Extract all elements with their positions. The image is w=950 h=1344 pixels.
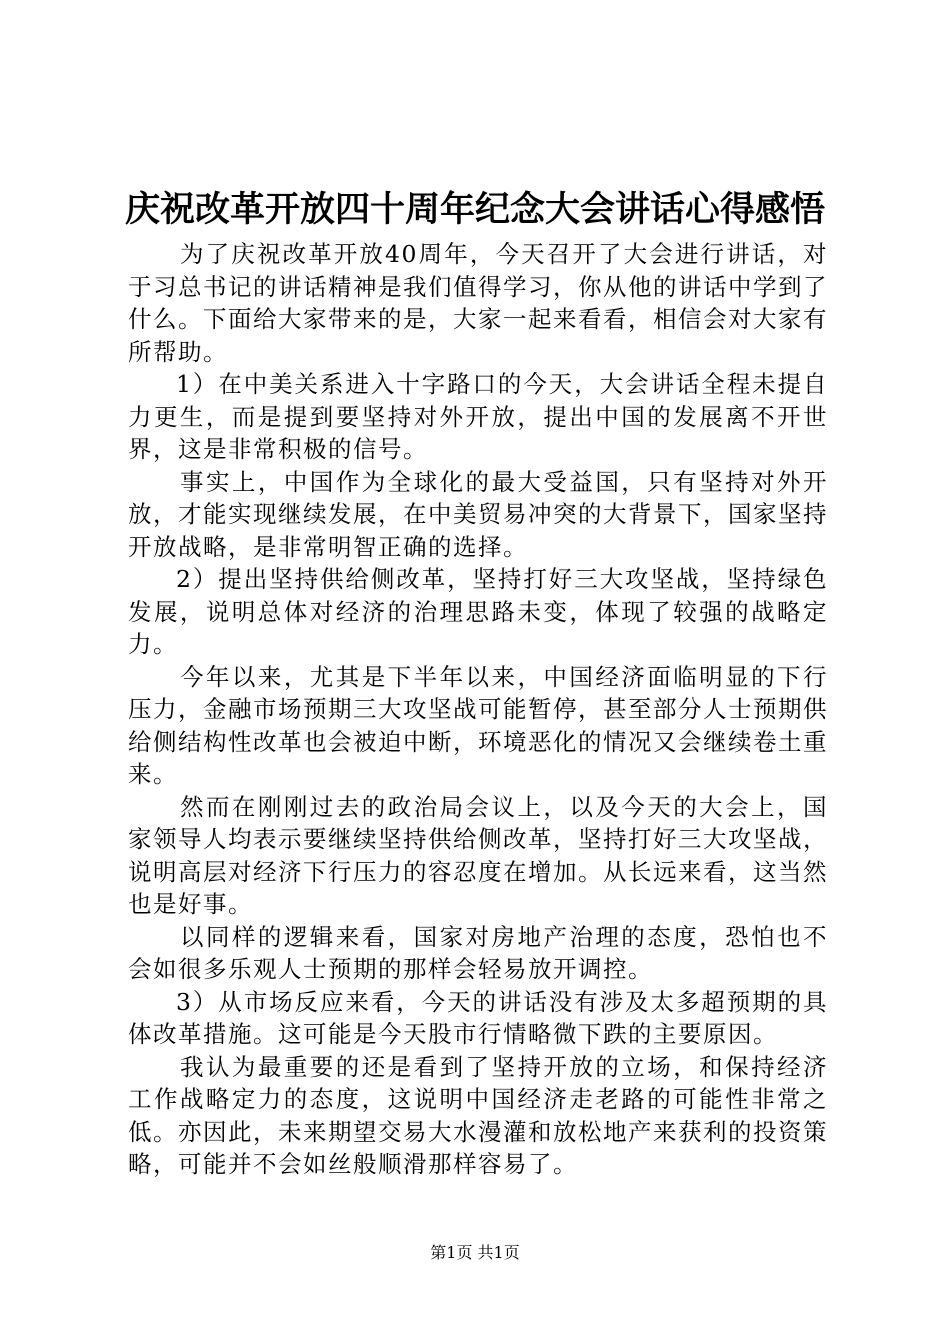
page-footer: 第1页 共1页 <box>430 1243 520 1262</box>
paragraph-point-2-detail-c: 以同样的逻辑来看，国家对房地产治理的态度，恐怕也不会如很多乐观人士预期的那样会轻易放开调控。 <box>128 922 828 983</box>
paragraph-point-1: 1）在中美关系进入十字路口的今天，大会讲话全程未提自力更生，而是提到要坚持对外开放，提出中国的发展离不开世界，这是非常积极的信号。 <box>128 370 828 463</box>
paragraph-intro: 为了庆祝改革开放40周年，今天召开了大会进行讲话，对于习总书记的讲话精神是我们值得学习，你从他的讲话中学到了什么。下面给大家带来的是，大家一起来看看，相信会对大家有所帮助。 <box>128 240 828 366</box>
document-title: 庆祝改革开放四十周年纪念大会讲话心得感悟 <box>124 189 825 230</box>
paragraph-point-2-detail-a: 今年以来，尤其是下半年以来，中国经济面临明显的下行压力，金融市场预期三大攻坚战可能暂停，甚至部分人士预期供给侧结构性改革也会被迫中断，环境恶化的情况又会继续卷土重来。 <box>128 662 828 788</box>
paragraph-point-3: 3）从市场反应来看，今天的讲话没有涉及太多超预期的具体改革措施。这可能是今天股市行情略微下跌的主要原因。 <box>128 987 828 1048</box>
paragraph-point-2-detail-b: 然而在刚刚过去的政治局会议上，以及今天的大会上，国家领导人均表示要继续坚持供给侧改革，坚持打好三大攻坚战，说明高层对经济下行压力的容忍度在增加。从长远来看，这当然也是好事。 <box>128 792 828 918</box>
paragraph-conclusion: 我认为最重要的还是看到了坚持开放的立场，和保持经济工作战略定力的态度，这说明中国经济走老路的可能性非常之低。亦因此，未来期望交易大水漫灌和放松地产来获利的投资策略，可能并不会如丝般顺滑那样容易了。 <box>128 1052 828 1178</box>
document-body <box>128 238 828 1181</box>
paragraph-point-1-detail: 事实上，中国作为全球化的最大受益国，只有坚持对外开放，才能实现继续发展，在中美贸易冲突的大背景下，国家坚持开放战略，是非常明智正确的选择。 <box>128 467 828 561</box>
paragraph-point-2: 2）提出坚持供给侧改革，坚持打好三大攻坚战，坚持绿色发展，说明总体对经济的治理思路未变，体现了较强的战略定力。 <box>128 565 828 658</box>
